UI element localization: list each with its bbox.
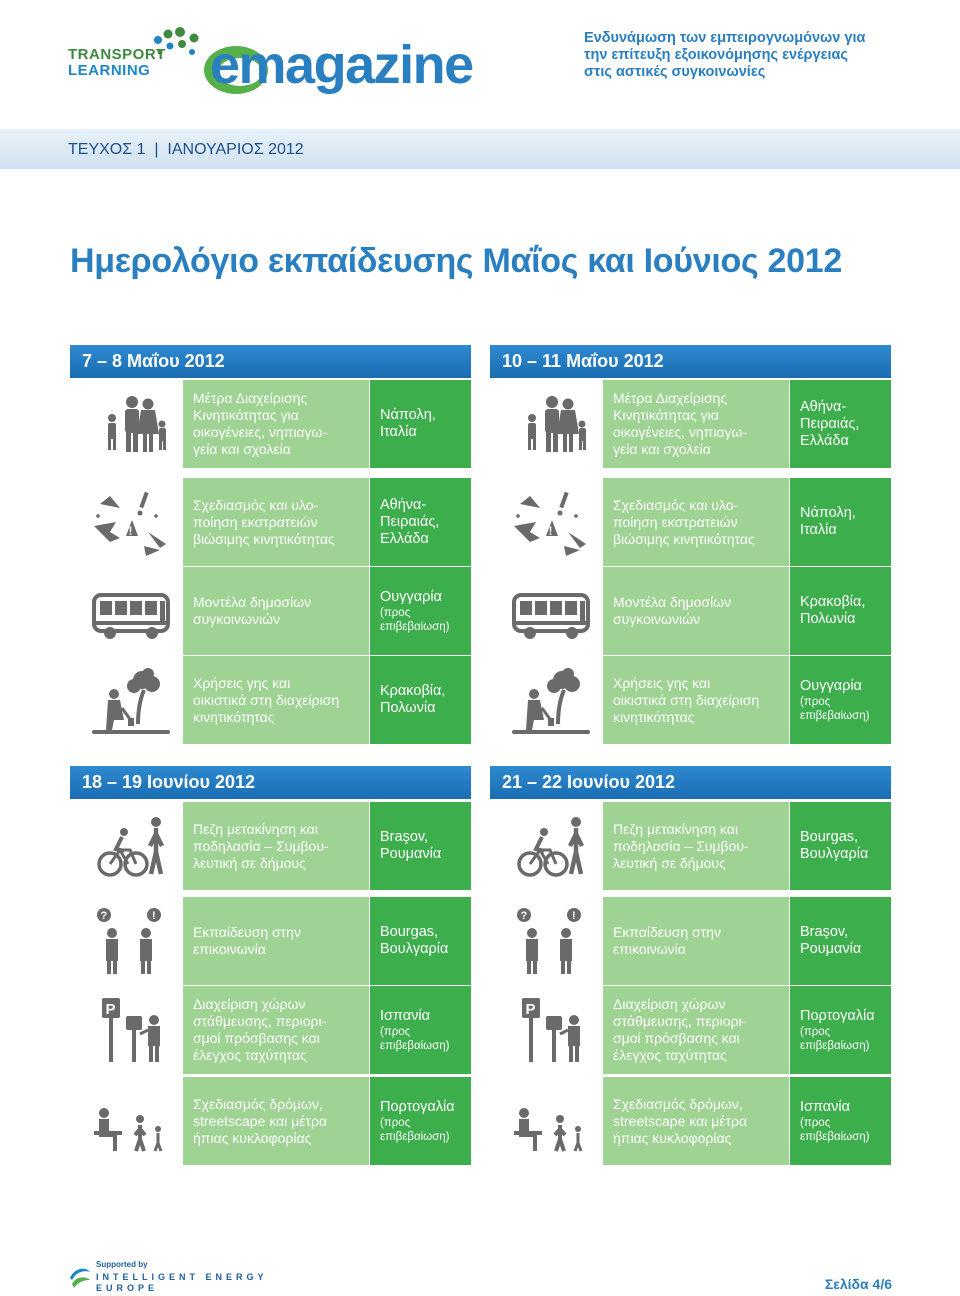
schedule-row [70,567,471,655]
schedule-row [70,1077,471,1165]
place-cell [790,567,891,655]
date-heading: 18 – 19 Ιουνίου 2012 [70,766,471,799]
topic-cell [603,478,789,566]
place-text: Ουγγαρία [380,588,442,605]
page-number: Σελίδα 4/6 [824,1276,892,1292]
place-note: (προς επιβεβαίωση) [800,1025,870,1052]
tagline-line: στις αστικές συγκοινωνίες [584,64,766,80]
streetscape-icon [510,1085,592,1159]
row-icon-cell [70,567,182,655]
place-cell [370,802,471,890]
topic-cell [183,478,369,566]
svg-text:!: ! [152,910,156,922]
place-cell [370,897,471,985]
row-icon-cell [490,986,602,1074]
row-icon-cell [490,380,602,468]
walk-cycle-icon [90,810,172,884]
svg-text:!: ! [128,524,133,538]
place-cell [370,986,471,1074]
place-note: (προς επιβεβαίωση) [380,1025,450,1052]
iee-line-2: EUROPE [96,1283,159,1293]
place-text: Πορτογαλία [380,1098,455,1115]
row-icon-cell [490,897,602,985]
topic-cell [603,802,789,890]
topic-text: Χρήσεις γης και οικιστικά στη διαχείριση κινητικότητας [613,674,760,725]
schedule-row [70,656,471,744]
date-heading: 7 – 8 Μαΐου 2012 [70,345,471,378]
place-text: Πορτογαλία [800,1007,875,1024]
schedule-row [70,986,471,1074]
topic-text: Μέτρα Διαχείρισης Κινητικότητας για οικογένειες, νηπιαγω- γεία και σχολεία [193,390,328,457]
place-cell [790,897,891,985]
topic-text: Σχεδιασμός και υλο- ποίηση εκστρατειών βιώσιμης κινητικότητας [193,496,335,547]
tagline-line: την επίτευξη εξοικονόμησης ενέργειας [584,47,848,63]
topic-text: Σχεδιασμός δρόμων, streetscape και μέτρα ήπιας κυκλοφορίας [193,1095,328,1146]
place-text: Αθήνα- Πειραιάς, Ελλάδα [800,398,860,449]
topic-text: Διαχείριση χώρων στάθμευσης, περιορι- σμοί πρόσβασης και έλεγχος ταχύτητας [613,996,747,1063]
topic-text: Εκπαίδευση στην επικοινωνία [193,924,301,957]
campaign-icon [90,486,172,560]
schedule-row [70,802,471,890]
header-tagline [584,30,904,81]
communication-icon [90,905,172,979]
topic-text: Μέτρα Διαχείρισης Κινητικότητας για οικογένειες, νηπιαγω- γεία και σχολεία [613,390,748,457]
place-cell [790,380,891,468]
place-note: (προς επιβεβαίωση) [380,1116,450,1143]
row-icon-cell [70,802,182,890]
date-heading: 21 – 22 Ιουνίου 2012 [490,766,891,799]
topic-cell [183,380,369,468]
topic-text: Μοντέλα δημοσίων συγκοινωνιών [613,594,732,627]
row-icon-cell [490,1077,602,1165]
row-icon-cell [70,986,182,1074]
land-use-icon [90,664,172,738]
topic-text: Διαχείριση χώρων στάθμευσης, περιορι- σμοί πρόσβασης και έλεγχος ταχύτητας [193,996,327,1063]
place-cell [790,478,891,566]
schedule-row [490,567,891,655]
row-icon-cell [70,1077,182,1165]
topic-cell [183,656,369,744]
bus-icon [90,575,172,649]
svg-text:!: ! [572,910,576,922]
svg-text:?: ? [520,910,528,922]
place-text: Κρακοβία, Πολωνία [800,594,866,627]
place-cell [370,567,471,655]
topic-text: Πεζη μετακίνηση και ποδηλασία – Συμβου- λευτική σε δήμους [193,820,329,871]
issue-bar [0,129,960,169]
iee-swirl-icon [68,1264,92,1290]
walk-cycle-icon [510,810,592,884]
row-icon-cell [70,656,182,744]
logo-transport-text: TRANSPORT [68,46,166,63]
topic-cell [603,656,789,744]
svg-text:P: P [105,1001,116,1018]
tagline-line: Ενδυνάμωση των εμπειρογνωμόνων για [584,30,866,46]
schedule-row [70,478,471,566]
intelligent-energy-europe-logo [68,1260,268,1292]
place-text: Braşov, Ρουμανία [380,829,442,862]
parking-icon [510,994,592,1068]
place-text: Ουγγαρία [800,677,862,694]
topic-cell [183,1077,369,1165]
topic-cell [603,567,789,655]
communication-icon [510,905,592,979]
place-cell [790,656,891,744]
schedule-row [490,380,891,468]
place-text: Ισπανία [800,1098,851,1115]
family-icon [510,388,592,462]
land-use-icon [510,664,592,738]
date-heading: 10 – 11 Μαΐου 2012 [490,345,891,378]
transport-learning-emagazine-logo [68,26,473,102]
schedule-row [490,656,891,744]
supported-by-label: Supported by [96,1260,148,1269]
topic-cell [183,802,369,890]
topic-cell [603,897,789,985]
issue-label: ΤΕΥΧΟΣ 1 | ΙΑΝΟΥΑΡΙΟΣ 2012 [68,141,304,158]
place-text: Νάπολη, Ιταλία [800,505,856,538]
place-text: Νάπολη, Ιταλία [380,407,436,440]
topic-cell [183,567,369,655]
streetscape-icon [90,1085,172,1159]
place-text: Ισπανία [380,1007,431,1024]
row-icon-cell [490,478,602,566]
place-cell [790,1077,891,1165]
place-note: (προς επιβεβαίωση) [380,606,450,633]
svg-text:P: P [525,1001,536,1018]
topic-text: Εκπαίδευση στην επικοινωνία [613,924,721,957]
topic-text: Μοντέλα δημοσίων συγκοινωνιών [193,594,312,627]
svg-text:!: ! [548,524,553,538]
row-icon-cell [490,802,602,890]
topic-text: Πεζη μετακίνηση και ποδηλασία – Συμβου- λευτική σε δήμους [613,820,749,871]
place-text: Bourgas, Βουλγαρία [380,924,449,957]
bus-icon [510,575,592,649]
place-cell [370,380,471,468]
logo-learning-text: LEARNING [68,62,151,79]
place-cell [370,656,471,744]
topic-cell [183,986,369,1074]
place-text: Κρακοβία, Πολωνία [380,683,446,716]
schedule-row [490,1077,891,1165]
place-cell [790,802,891,890]
place-note: (προς επιβεβαίωση) [800,695,870,722]
campaign-icon [510,486,592,560]
topic-cell [603,986,789,1074]
row-icon-cell [70,478,182,566]
topic-text: Σχεδιασμός και υλο- ποίηση εκστρατειών βιώσιμης κινητικότητας [613,496,755,547]
row-icon-cell [490,656,602,744]
place-text: Braşov, Ρουμανία [800,924,862,957]
row-icon-cell [70,380,182,468]
svg-text:?: ? [100,910,108,922]
topic-cell [603,380,789,468]
schedule-row [490,986,891,1074]
schedule-row [70,897,471,985]
topic-cell [603,1077,789,1165]
topic-cell [183,897,369,985]
family-icon [90,388,172,462]
place-text: Bourgas, Βουλγαρία [800,829,869,862]
place-text: Αθήνα- Πειραιάς, Ελλάδα [380,496,440,547]
place-cell [370,478,471,566]
place-cell [790,986,891,1074]
emagazine-wordmark: emagazine [210,35,473,95]
place-note: (προς επιβεβαίωση) [800,1116,870,1143]
schedule-row [490,802,891,890]
parking-icon [90,994,172,1068]
page-title: Ημερολόγιο εκπαίδευσης Μαΐος και Ιούνιος 2012 [70,242,842,280]
topic-text: Χρήσεις γης και οικιστικά στη διαχείριση κινητικότητας [193,674,340,725]
row-icon-cell [70,897,182,985]
schedule-row [490,478,891,566]
iee-line-1: INTELLIGENT ENERGY [96,1272,268,1282]
place-cell [370,1077,471,1165]
schedule-row [70,380,471,468]
topic-text: Σχεδιασμός δρόμων, streetscape και μέτρα ήπιας κυκλοφορίας [613,1095,748,1146]
row-icon-cell [490,567,602,655]
schedule-row [490,897,891,985]
